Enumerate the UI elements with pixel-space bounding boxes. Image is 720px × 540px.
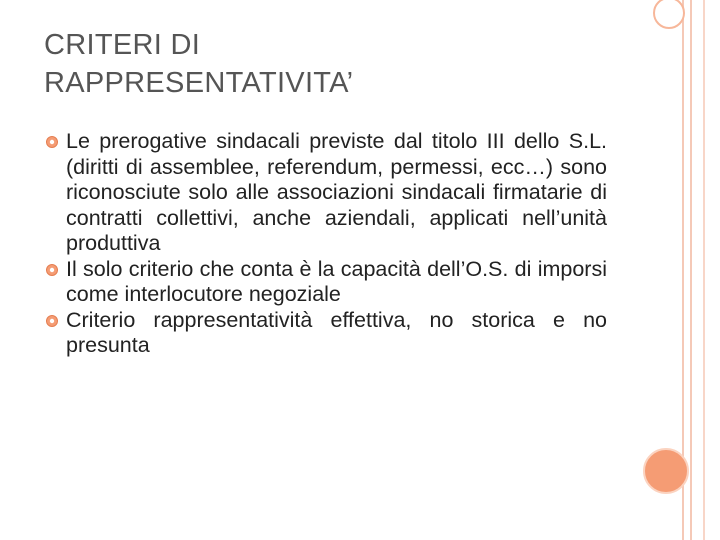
decorative-vertical-line [703, 0, 705, 540]
decorative-circle-outline-icon [653, 0, 685, 29]
orange-circle-bullet-icon [45, 263, 59, 277]
orange-circle-bullet-icon [45, 314, 59, 328]
bullet-text: Il solo criterio che conta è la capacità dell’O.S. di imporsi come interlocutore negoziale [66, 256, 607, 306]
slide-title [44, 26, 644, 102]
decorative-circle-filled-icon [643, 448, 689, 494]
slide-title-line: RAPPRESENTATIVITA’ [44, 67, 354, 99]
orange-circle-bullet-icon [45, 135, 59, 149]
bullet-text: Criterio rappresentatività effettiva, no storica e no presunta [66, 307, 607, 357]
bullet-list [45, 129, 607, 359]
decorative-vertical-line [690, 0, 692, 540]
bullet-item [45, 257, 607, 308]
bullet-item [45, 308, 607, 359]
bullet-text: Le prerogative sindacali previste dal titolo III dello S.L. (diritti di assemblee, referendum, permessi, ecc…) sono riconosciute solo alle associazioni sindacali firmatarie di contratti collettivi, anche aziendali, applicati nell’unità produttiva [66, 129, 607, 255]
slide-title-line: CRITERI DI [44, 29, 201, 61]
bullet-item [45, 129, 607, 257]
